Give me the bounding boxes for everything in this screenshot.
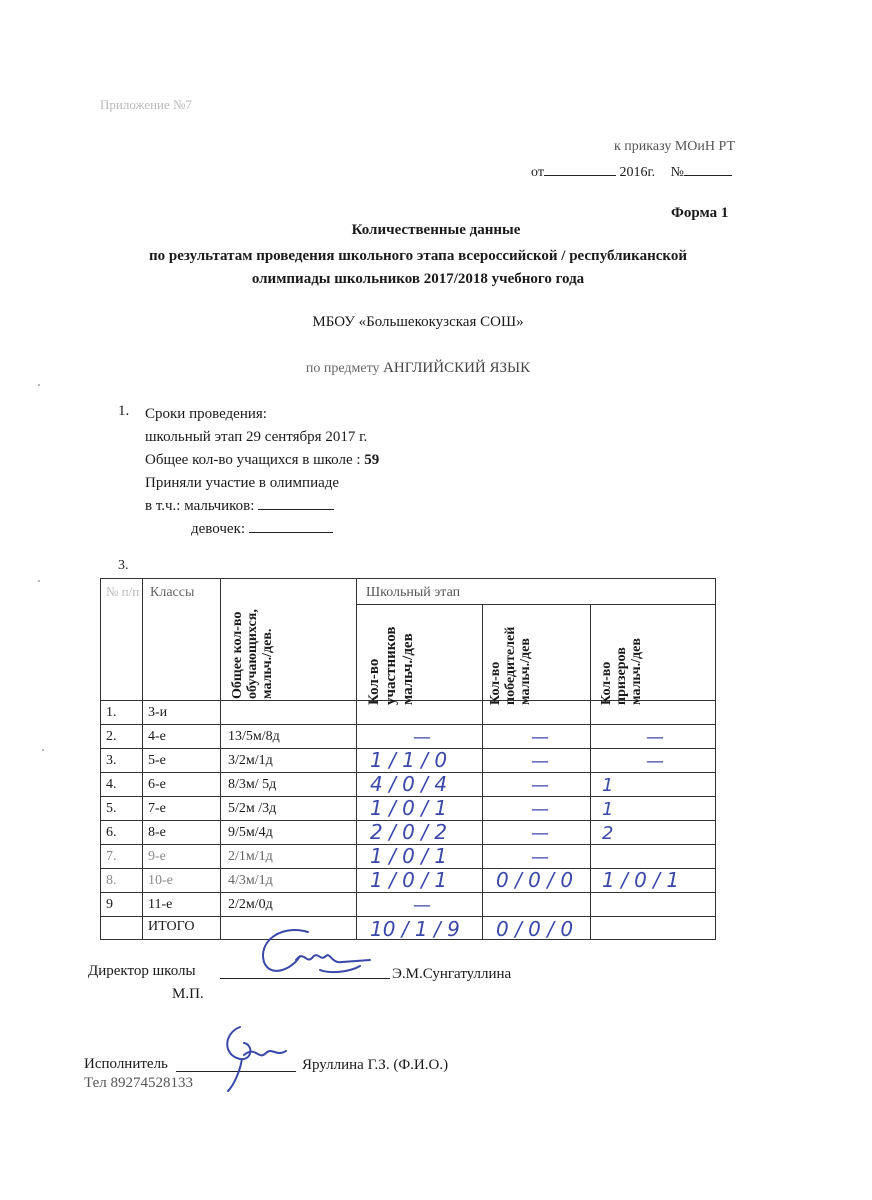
number-blank [684,161,732,176]
row-number: 3. [106,753,117,768]
handwritten-prizewinners-2: 1 [602,775,614,796]
appendix-label: Приложение №7 [100,97,192,112]
girls-label: девочек: [191,521,246,537]
results-table [100,578,716,940]
header-participants: Кол-во участников мальч./дев [366,626,416,705]
girls-blank [249,518,333,533]
form-label: Форма 1 [671,205,729,221]
row-class: 10-е [148,873,173,888]
row-class: 9-е [148,849,166,864]
handwritten-prizewinners-3: 1 [602,799,614,820]
handwritten-winners-4: — [531,823,549,844]
director-label: Директор школы [88,963,196,979]
handwritten-prizewinners-1: — [646,751,664,772]
handwritten-winners-1: — [531,751,549,772]
total-row-label: ИТОГО [148,919,195,934]
girls-line [145,518,379,541]
boys-line [145,495,379,518]
row-total-students: 4/3м/1д [228,873,273,888]
header-winners: Кол-во победителей мальч./дев [488,626,533,705]
boys-blank [258,495,334,510]
handwritten-entries [100,578,716,940]
row-class: 11-е [148,897,173,912]
school-name: МБОУ «Большекокузская СОШ» [312,314,524,330]
row-number: 1. [106,705,117,720]
row-number: 6. [106,825,117,840]
handwritten-winners-0: — [531,727,549,748]
handwritten-winners-5: — [531,847,549,868]
handwritten-participants-4: 2 / 0 / 2 [370,820,448,844]
executor-label: Исполнитель [84,1056,168,1072]
number-sign: № [670,165,684,180]
row-class: 8-е [148,825,166,840]
handwritten-winners-8: 0 / 0 / 0 [496,917,574,940]
section-1-body [145,403,379,541]
handwritten-prizewinners-0: — [646,727,664,748]
row-total-students: 2/1м/1д [228,849,273,864]
header-num: № п/п [106,584,140,599]
row-class: 5-е [148,753,166,768]
row-number: 7. [106,849,117,864]
handwritten-participants-5: 1 / 0 / 1 [370,844,448,868]
handwritten-participants-8: 10 / 1 / 9 [370,917,460,940]
total-students-value: 59 [364,452,380,468]
handwritten-winners-2: — [531,775,549,796]
stage-date: школьный этап 29 сентября 2017 г. [145,429,368,445]
row-total-students: 2/2м/0д [228,897,273,912]
header-classes: Классы [150,585,195,600]
order-year: 2016г. [619,165,656,180]
stamp-label: М.П. [172,986,204,1002]
dates-label: Сроки проведения: [145,406,267,422]
handwritten-participants-1: 1 / 1 / 0 [370,748,448,772]
executor-signature [200,1015,300,1095]
title-line-1: Количественные данные [351,222,521,238]
row-total-students: 13/5м/8д [228,729,280,744]
date-blank [544,161,616,176]
date-prefix: от [531,165,544,180]
handwritten-participants-2: 4 / 0 / 4 [370,772,448,796]
header-total-students: Общее кол-во обучающихся, мальч./дев. [230,609,275,699]
header-stage: Школьный этап [366,585,461,600]
row-number: 9 [106,897,113,912]
row-total-students: 3/2м/1д [228,753,273,768]
row-number: 8. [106,873,117,888]
handwritten-winners-3: — [531,799,549,820]
title-line-2: по результатам проведения школьного этапа всероссийской / республиканской [149,248,687,264]
director-signature [250,920,380,990]
handwritten-participants-7: — [413,895,431,916]
handwritten-winners-6: 0 / 0 / 0 [496,868,574,892]
subject-name: АНГЛИЙСКИЙ ЯЗЫК [383,360,531,376]
row-class: 4-е [148,729,166,744]
handwritten-prizewinners-6: 1 / 0 / 1 [602,868,680,892]
order-reference: к приказу МОиН РТ [614,139,735,154]
subject-line [0,360,836,377]
row-number: 4. [106,777,117,792]
section-1-number: 1. [118,403,130,419]
order-date-line [531,161,732,181]
participants-label: Приняли участие в олимпиаде [145,475,340,491]
title-line-3: олимпиады школьников 2017/2018 учебного года [251,271,585,287]
handwritten-participants-6: 1 / 0 / 1 [370,868,448,892]
total-students-label: Общее кол-во учащихся в школе : [145,452,361,468]
row-class: 7-е [148,801,166,816]
row-number: 2. [106,729,117,744]
handwritten-participants-3: 1 / 0 / 1 [370,796,448,820]
row-class: 3-и [148,705,168,720]
handwritten-participants-0: — [413,727,431,748]
row-number: 5. [106,801,117,816]
row-total-students: 9/5м/4д [228,825,273,840]
total-students-line [145,449,379,472]
director-name: Э.М.Сунгатуллина [392,966,512,982]
subject-prefix: по предмету [305,361,380,376]
section-3-number: 3. [118,558,129,573]
row-class: 6-е [148,777,166,792]
boys-label: в т.ч.: мальчиков: [145,498,255,514]
handwritten-prizewinners-4: 2 [602,823,614,844]
executor-name: Яруллина Г.З. (Ф.И.О.) [302,1057,449,1073]
header-prizewinners: Кол-во призеров мальч./дев [599,638,644,705]
row-total-students: 8/3м/ 5д [228,777,277,792]
phone: Тел 89274528133 [84,1075,193,1091]
row-total-students: 5/2м /3д [228,801,277,816]
